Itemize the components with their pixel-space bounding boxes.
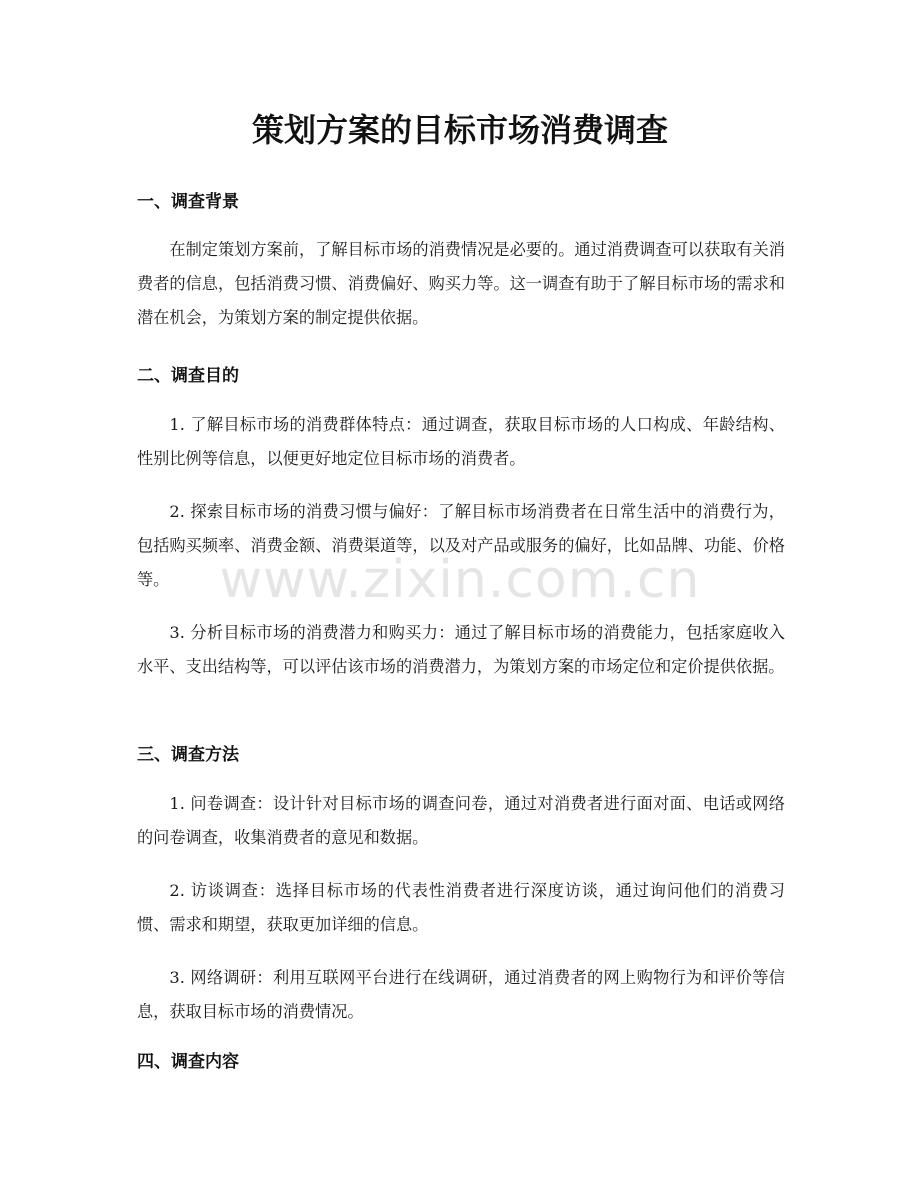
paragraph-purpose-2: 2. 探索目标市场的消费习惯与偏好：了解目标市场消费者在日常生活中的消费行为，包括购买频率、消费金额、消费渠道等，以及对产品或服务的偏好，比如品牌、功能、价格等。	[137, 502, 785, 589]
watermark-text: www.zixin.com.cn	[219, 550, 701, 610]
section-heading-background: 一、调查背景	[137, 192, 239, 212]
section-heading-method: 三、调查方法	[137, 745, 239, 765]
paragraph-method-3: 3. 网络调研：利用互联网平台进行在线调研，通过消费者的网上购物行为和评价等信息，获取目标市场的消费情况。	[137, 968, 785, 1021]
paragraph-method-2: 2. 访谈调查：选择目标市场的代表性消费者进行深度访谈，通过询问他们的消费习惯、需求和期望，获取更加详细的信息。	[137, 881, 785, 934]
page-title: 策划方案的目标市场消费调查	[251, 111, 668, 149]
paragraph-purpose-3: 3. 分析目标市场的消费潜力和购买力：通过了解目标市场的消费能力，包括家庭收入水平、支出结构等，可以评估该市场的消费潜力，为策划方案的市场定位和定价提供依据。	[137, 623, 785, 676]
paragraph-method-1: 1. 问卷调查：设计针对目标市场的调查问卷，通过对消费者进行面对面、电话或网络的问卷调查，收集消费者的意见和数据。	[137, 794, 785, 847]
paragraph-background: 在制定策划方案前，了解目标市场的消费情况是必要的。通过消费调查可以获取有关消费者的信息，包括消费习惯、消费偏好、购买力等。这一调查有助于了解目标市场的需求和潜在机会，为策划方案的制定提供依据。	[137, 240, 785, 327]
paragraph-purpose-1: 1. 了解目标市场的消费群体特点：通过调查，获取目标市场的人口构成、年龄结构、性别比例等信息，以便更好地定位目标市场的消费者。	[137, 415, 785, 468]
section-heading-purpose: 二、调查目的	[137, 366, 239, 386]
section-heading-content: 四、调查内容	[137, 1052, 239, 1072]
